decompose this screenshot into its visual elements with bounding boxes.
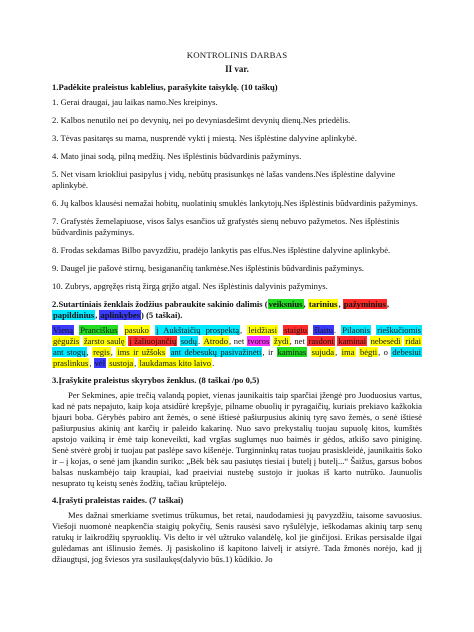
highlighted-word: rieškučiomis — [377, 324, 422, 335]
list-item: 4. Mato jinai sodą, pilną medžių. Nes išplėstinis būdvardinis pažyminys. — [52, 150, 302, 161]
highlighted-word: ima — [341, 346, 355, 357]
section4-text: Mes dažnai smerkiame svetimus trūkumus, bet retai, naudodamiesi jų pavyzdžiu, taisome savuosius. Viešoji nuomonė neapkenčia staigių pokyčių, Senis rausėsi savo ryšulėlyje, ieškodamas akinių tarp senų ratukų ir laikrodžių spyruoklių. Vis delto ir vėl užtruko valandėlę, kol jie ginčijosi. Erikas persisalde ilgai gulėdamas ant išlinusio žemės. Jį pasiskolino iš kapitono laivelį ir atsiyrė. Tada žmonės norėjo, kad jį džiaugtųsi, jog šviesos yra susilaukęs(dalyvio būs.1) kūdikio. Jo — [52, 509, 422, 564]
sentence-text: , o — [378, 346, 392, 357]
highlighted-word: šlaitu — [314, 324, 333, 335]
legend-papildinius: papildinius — [53, 309, 95, 320]
highlighted-word: Atrodo — [203, 335, 229, 346]
list-item: 3. Tėvas pasitaręs su mama, nusprendė vykti į miestą. Nes išplėstine dalyvine aplinkybė. — [52, 132, 357, 143]
highlighted-word: ims ir užšoks — [117, 346, 166, 357]
highlighted-word: laukdamas kito laivo — [139, 357, 212, 368]
list-item: 1. Gerai draugai, jau laikas namo.Nes kreipinys. — [52, 96, 218, 107]
list-item: 10. Zubrys, apgręžęs ristą žirgą grįžo atgal. Nes išplėstinis dalyvinis pažyminys. — [52, 280, 328, 291]
legend-tarinius: tarinius — [308, 298, 338, 309]
legend-pazyminius: pažyminius — [343, 298, 386, 309]
list-item: 9. Daugel jie pašovė stirnų, besiganančių tankmėse.Nes išplėstinis būdvardinis pažyminys. — [52, 262, 364, 273]
highlighted-word: žarsto saulę — [83, 335, 125, 346]
section2-heading: 2.Sutartiniais ženklais žodžius pabraukite sakinio dalimis (veiksnius, tarinius, pažyminius, papildinius, aplinkybes) (5 taškai). — [52, 298, 389, 320]
highlighted-word: praslinkus — [53, 357, 89, 368]
sentence-text — [118, 325, 123, 335]
sentence-text: , — [110, 346, 117, 357]
section4-heading: 4.Įrašyti praleistas raides. (7 taškai) — [52, 494, 184, 505]
section2-heading-end: (5 taškai). — [143, 309, 183, 320]
highlighted-word: gėgužis — [53, 335, 80, 346]
sentence-text: . — [212, 357, 215, 368]
list-item: 7. Grafystės žemelapiuose, visos šalys esančios už grafystės sienų nebuvo pažymetos. Nes išplėstinis būdvardinis pažyminys. — [52, 215, 400, 237]
sentence-text: , — [240, 324, 248, 335]
highlighted-word: bėgti — [359, 346, 378, 357]
highlighted-word: sujuda — [311, 346, 335, 357]
highlighted-word: Pilaonis — [342, 324, 370, 335]
highlighted-word: ant debesukų pasivažinėti — [170, 346, 262, 357]
sentence-text: , — [335, 346, 341, 357]
sentence-text: , — [134, 357, 139, 368]
section3-text: Per Sekmines, apie trečią valandą popiet, vienas jaunikaitis taip sparčiai įžengė pro Juoduosius vartus, kad nė pats nepajuto, kaip koja atsidūrė krepšyje, pilname obuolių ir pyragaičių, kuriais prekiavo kažkokia bjauri boba. Gėrybės pabiro ant žemės, o senė ištiesė pašiurpusius akinių tyrę savo žemės, o senė ištiesė pašiurpusius akinių ant karčių ir paleido kakarinę. Nuo savo prekystalių tuojau supuolę kitos, kumštės apstojo vaikiną ir ėmė taip koneveikti, kad vrgšas suglumęs nuo baimės ir gėdos, atkišo savo piniginę. Senė stvėrė grobį ir tuojau pat paslėpe savo kišenėje. Turginninkų ratas tuojau prasiskleidė, jaunikaitis šoko ir – į kojas, o senė jam įkandin suriko: „Bėk bėk sau pasiutęs tiesiai į butelį į butelį...“ Šaižus, garsus bobos balsas nuskambėjo taip kraupiai, kad praeiviai nustebę sustojo ir juokas iš karto nutrūko. Jaunuolis nesuprato tų keistų senės žodžių, tačiau krūptelėjo. — [52, 389, 422, 488]
sentence-text: , — [86, 346, 93, 357]
document-title: KONTROLINIS DARBAS — [186, 50, 288, 60]
highlighted-word: ridai — [405, 335, 422, 346]
highlighted-word: nebesėdi — [370, 335, 401, 346]
list-item: 5. Net visam kriokliui pasipylus į vidų, nebūtų prasisunkęs nė lašas vandens.Nes išplėstine dalyvine aplinkybė. — [52, 168, 396, 190]
list-item: 6. Jų kalbos klausėsi nemažai hobitų, nuolatinių smuklės lankytojų.Nes išplėstinis būdvardinis pažyminys. — [52, 197, 418, 208]
highlighted-word: Pranciškus — [80, 324, 118, 335]
list-item: 2. Kalbos nenutilo nei po devynių, nei po devyniasdešimt devynių dienų.Nes priedėlis. — [52, 114, 351, 125]
highlighted-word: kaminai — [338, 335, 367, 346]
highlighted-word: vėl — [94, 357, 106, 368]
section2-heading-start: 2.Sutartiniais ženklais žodžius pabraukite sakinio dalimis ( — [52, 298, 268, 309]
highlighted-word: Vieną — [53, 324, 74, 335]
sentence-text: , ir — [262, 346, 277, 357]
highlighted-word: kaminas — [277, 346, 307, 357]
legend-veiksnius: veiksnius — [268, 298, 303, 309]
highlighted-word: staigiu — [284, 324, 308, 335]
document-variant: II var. — [225, 64, 249, 75]
sentence-text: . — [333, 324, 342, 335]
sentence-text: . — [197, 335, 203, 346]
highlighted-word: sodų — [180, 335, 197, 346]
section1-heading: 1.Padėkite praleistus kablelius, parašykite taisyklę. (10 taškų) — [52, 81, 278, 92]
highlighted-word: pasuko — [124, 324, 149, 335]
highlighted-word: tvoros — [247, 335, 270, 346]
highlighted-word: sustoja — [109, 357, 134, 368]
highlighted-word: regis — [93, 346, 110, 357]
section1-list — [52, 97, 422, 292]
highlighted-word: į Aukštaičių prospektą — [156, 324, 240, 335]
sentence-text: , — [89, 357, 94, 368]
highlighted-word: leidžiasi — [248, 324, 277, 335]
highlighted-word: į žaliuojančių — [129, 335, 177, 346]
section3-heading: 3.Įrašykite praleistus skyrybos ženklus. (8 taškai /po 0,5) — [52, 374, 260, 385]
highlighted-word: debesiui — [392, 346, 422, 357]
legend-aplinkybes: aplinkybes — [100, 309, 141, 320]
list-item: 8. Frodas sekdamas Bilbo pavyzdžiu, pradėjo lankytis pas elfus.Nes išplėstine dalyvine aplinkybė. — [52, 244, 391, 255]
sentence-text: , net — [229, 335, 247, 346]
highlighted-word: ant stogų — [53, 346, 86, 357]
section2-sentence — [52, 325, 422, 369]
highlighted-word: rasdoni — [308, 335, 334, 346]
highlighted-word: žydi — [273, 335, 289, 346]
sentence-text: , net — [289, 335, 308, 346]
